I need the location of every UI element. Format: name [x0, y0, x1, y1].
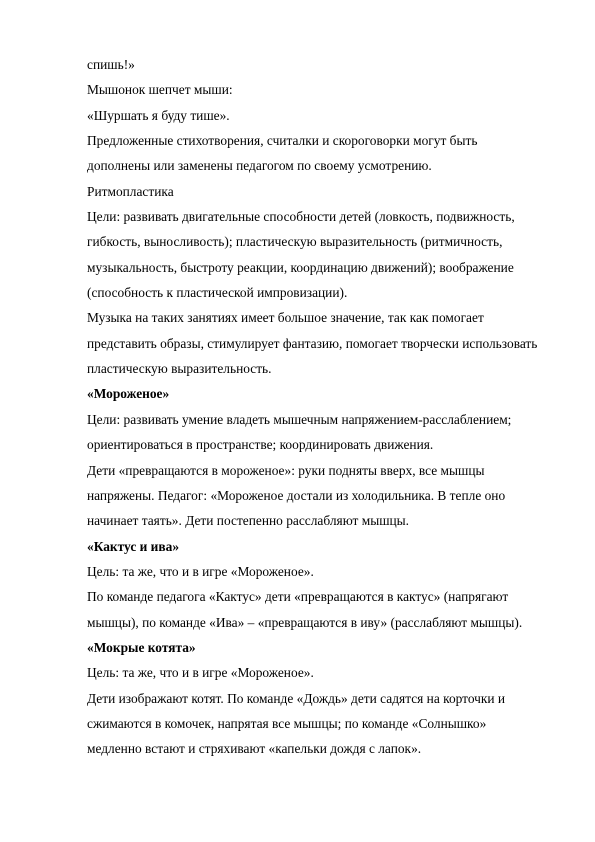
text-line: Мышонок шепчет мыши:	[87, 82, 233, 98]
text-line: музыкальность, быстроту реакции, координацию движений); воображение	[87, 259, 514, 275]
text-line: гибкость, выносливость); пластическую выразительность (ритмичность,	[87, 234, 503, 250]
text-line: Цели: развивать умение владеть мышечным напряжением-расслаблением;	[87, 411, 512, 427]
text-line: Цели: развивать двигательные способности детей (ловкость, подвижность,	[87, 209, 515, 225]
document-page	[87, 52, 567, 762]
text-line: мышцы), по команде «Ива» – «превращаются в иву» (расслабляют мышцы).	[87, 614, 523, 630]
text-line: Ритмопластика	[87, 183, 174, 199]
text-line: напряжены. Педагог: «Мороженое достали из холодильника. В тепле оно	[87, 487, 506, 503]
section-heading: «Мороженое»	[87, 386, 170, 402]
text-line: ориентироваться в пространстве; координировать движения.	[87, 437, 434, 453]
section-heading: «Кактус и ива»	[87, 538, 180, 554]
text-line: Цель: та же, что и в игре «Мороженое».	[87, 665, 314, 681]
section-heading: «Мокрые котята»	[87, 639, 196, 655]
text-line: дополнены или заменены педагогом по своему усмотрению.	[87, 158, 432, 174]
text-line: (способность к пластической импровизации).	[87, 285, 348, 301]
text-line: представить образы, стимулирует фантазию, помогает творчески использовать	[87, 335, 538, 351]
text-line: Цель: та же, что и в игре «Мороженое».	[87, 563, 314, 579]
text-line: Дети изображают котят. По команде «Дождь» дети садятся на корточки и	[87, 690, 506, 706]
text-line: «Шуршать я буду тише».	[87, 107, 230, 123]
text-line: сжимаются в комочек, напрятая все мышцы; по команде «Солнышко»	[87, 715, 487, 731]
text-line: начинает таять». Дети постепенно расслабляют мышцы.	[87, 513, 410, 529]
text-line: Музыка на таких занятиях имеет большое значение, так как помогает	[87, 310, 484, 326]
text-line: спишь!»	[87, 57, 135, 72]
text-line: Дети «превращаются в мороженое»: руки подняты вверх, все мышцы	[87, 462, 485, 478]
text-line: Предложенные стихотворения, считалки и скороговорки могут быть	[87, 133, 478, 149]
text-line: медленно встают и стряхивают «капельки дождя с лапок».	[87, 741, 422, 757]
text-line: По команде педагога «Кактус» дети «превращаются в кактус» (напрягают	[87, 589, 509, 605]
text-line: пластическую выразительность.	[87, 361, 272, 377]
